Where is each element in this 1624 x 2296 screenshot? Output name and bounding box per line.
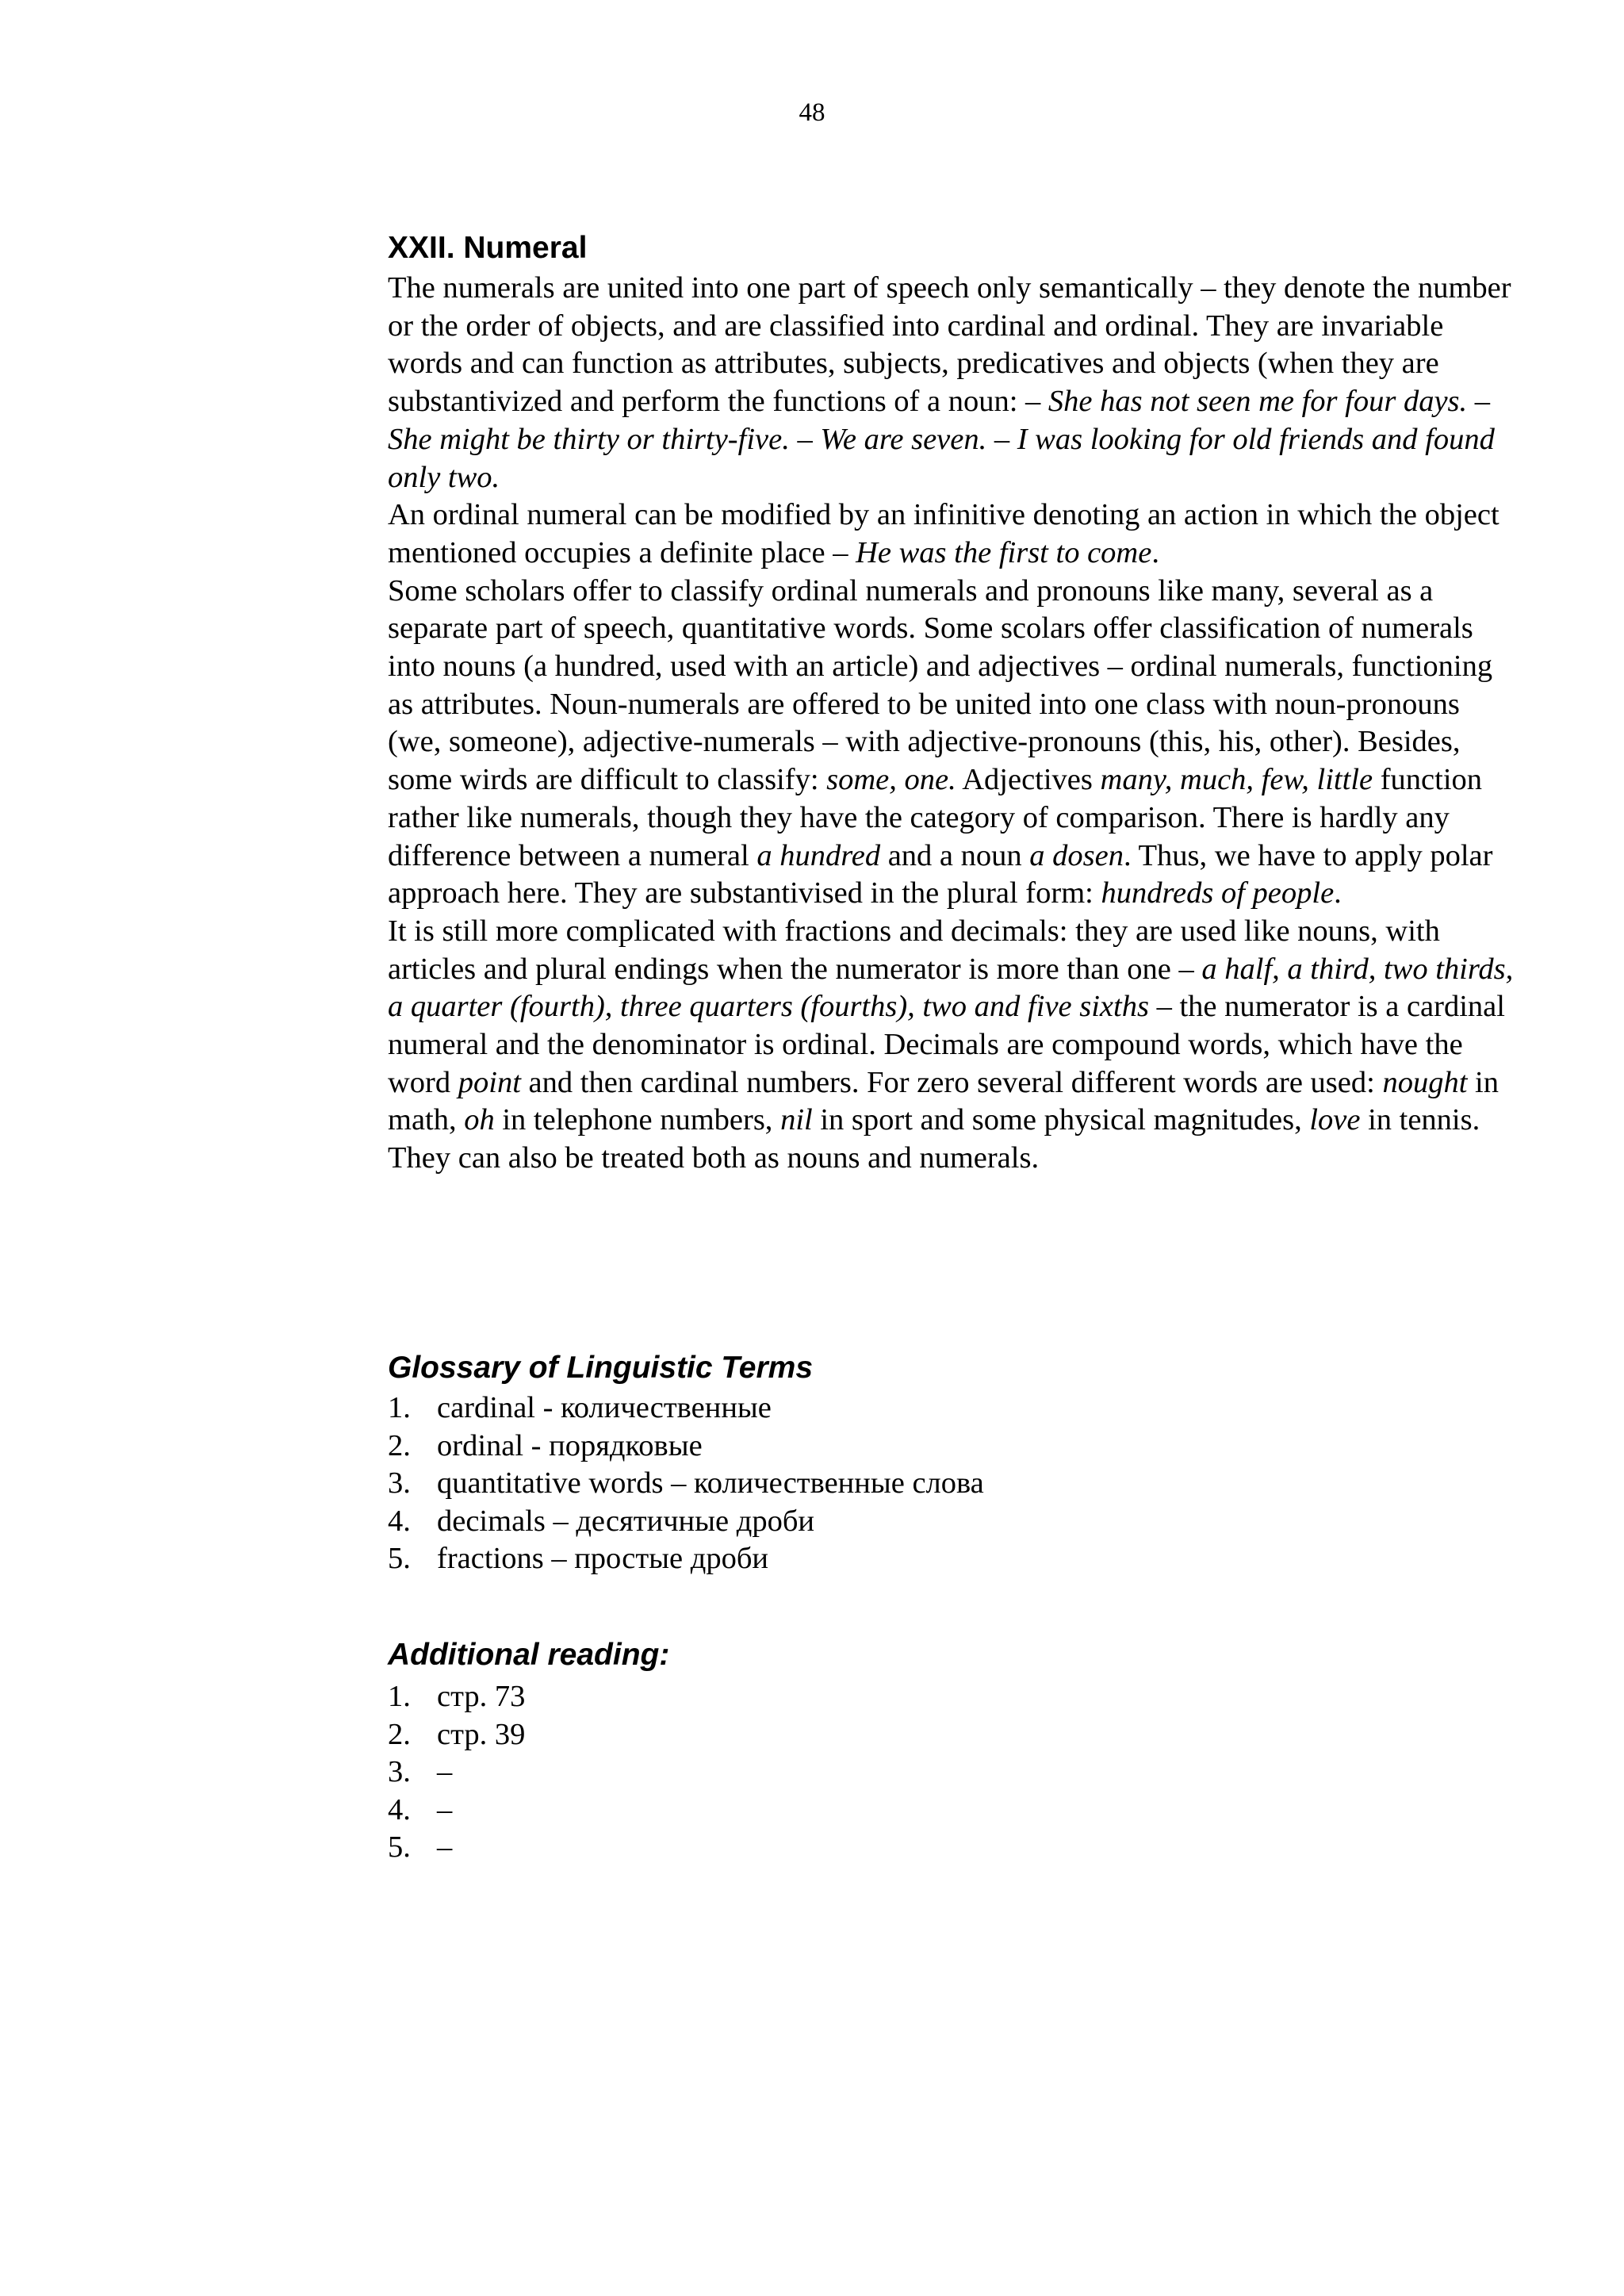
example-text: nought [1382,1065,1468,1099]
paragraph [388,270,1514,496]
body-text-run: It is still more complicated with fractions and decimals: they are used like nouns, with articles and plural endings when the numerator is more than one – [388,914,1440,986]
body-text-run: in tennis. They can also be treated both as nouns and numerals. [388,1103,1480,1175]
example-text: She has not seen me for four days. – She might be thirty or thirty-five. – We are seven. – I was looking for old friends and found only two. [388,385,1495,494]
list-item [388,1540,984,1578]
body-text-run: . [1334,876,1342,910]
example-text: nil [780,1103,813,1137]
body-text-run: Some scholars offer to classify ordinal numerals and pronouns like many, several as a separate part of speech, quantitative words. Some scolars offer classification of numerals into nouns (a hundred, used with an article) and adjectives – ordinal numerals, functioning as attributes. Noun-numerals are offered to be united into one class with noun-pronouns (we, someone), adjective-numerals – with adjective-pronouns (this, his, other). Besides, some wirds are difficult to classify: [388,573,1493,797]
list-item-number: 4. [388,1792,411,1826]
list-item-text: стр. 39 [437,1717,526,1751]
example-text: hundreds of people [1101,876,1335,910]
body-text-run: in telephone numbers, [494,1103,781,1137]
list-item-text: quantitative words – количественные слова [437,1466,984,1500]
example-text: a dosen [1029,838,1124,872]
list-item-number: 4. [388,1504,411,1538]
paragraph [388,573,1514,913]
example-text: many, much, few, little [1100,763,1373,797]
list-item-number: 2. [388,1717,411,1751]
list-item-number: 3. [388,1755,411,1788]
body-text-run: in math, [388,1065,1499,1137]
list-item [388,1389,984,1428]
list-item [388,1465,984,1503]
list-item [388,1754,525,1792]
paragraph [388,913,1514,1178]
body-text-run: and a noun [880,838,1030,872]
list-item-number: 1. [388,1680,411,1713]
example-text: love [1309,1103,1361,1137]
list-item [388,1716,525,1754]
example-text: point [458,1065,521,1099]
list-item-text: – [437,1755,453,1788]
list-item-number: 1. [388,1391,411,1424]
list-item-number: 2. [388,1428,411,1462]
list-item [388,1678,525,1716]
body-text-run: the numerator is a cardinal numeral and the denominator is ordinal. Decimals are compound words, which have the word [388,990,1505,1099]
paragraph [388,496,1514,572]
additional-reading-title: Additional reading: [388,1638,670,1672]
example-text: a hundred [756,838,881,872]
list-item-text: ordinal - порядковые [437,1428,703,1462]
list-item-text: стр. 73 [437,1680,526,1713]
glossary-title: Glossary of Linguistic Terms [388,1351,814,1385]
list-item-number: 5. [388,1542,411,1575]
example-text: oh [464,1103,495,1137]
section-content [388,227,1514,1178]
list-item [388,1792,525,1830]
body-text-run: . Thus, we have to apply polar approach here. They are substantivised in the plural form: [388,838,1493,910]
list-item-text: decimals – десятичные дроби [437,1504,815,1538]
list-item [388,1829,525,1867]
section-title: XXII. Numeral [388,231,588,265]
body-text-run: The numerals are united into one part of speech only semantically – they denote the number or the order of objects, and are classified into cardinal and ordinal. They are invariable words and can function as attributes, subjects, predicatives and objects (when they are substantivized and perform the functions of a noun: – [388,271,1511,419]
list-item-number: 3. [388,1466,411,1500]
body-text-run: An ordinal numeral can be modified by an infinitive denoting an action in which the object mentioned occupies a definite place – [388,498,1500,569]
list-item-text: cardinal - количественные [437,1391,772,1424]
body-text-run: Adjectives [956,763,1101,797]
list-item [388,1503,984,1541]
body-text-run: . [1151,535,1159,569]
list-item-text: – [437,1792,453,1826]
list-item-text: – [437,1830,453,1864]
additional-reading-list [388,1678,525,1867]
body-text-run: function rather like numerals, though they have the category of comparison. There is hardly any difference between a numeral [388,763,1483,872]
list-item [388,1428,984,1466]
page-number: 48 [799,98,825,127]
body-text-run: in sport and some physical magnitudes, [812,1103,1310,1137]
list-item-text: fractions – простые дроби [437,1542,769,1575]
list-item-number: 5. [388,1830,411,1864]
example-text: a half, a third, two thirds, a quarter (fourth), three quarters (fourths), two and five sixths – [388,952,1514,1024]
glossary-list [388,1389,984,1578]
section-body [388,270,1514,1178]
example-text: He was the first to come [856,535,1152,569]
example-text: some, one. [826,763,956,797]
body-text-run: and then cardinal numbers. For zero several different words are used: [520,1065,1383,1099]
